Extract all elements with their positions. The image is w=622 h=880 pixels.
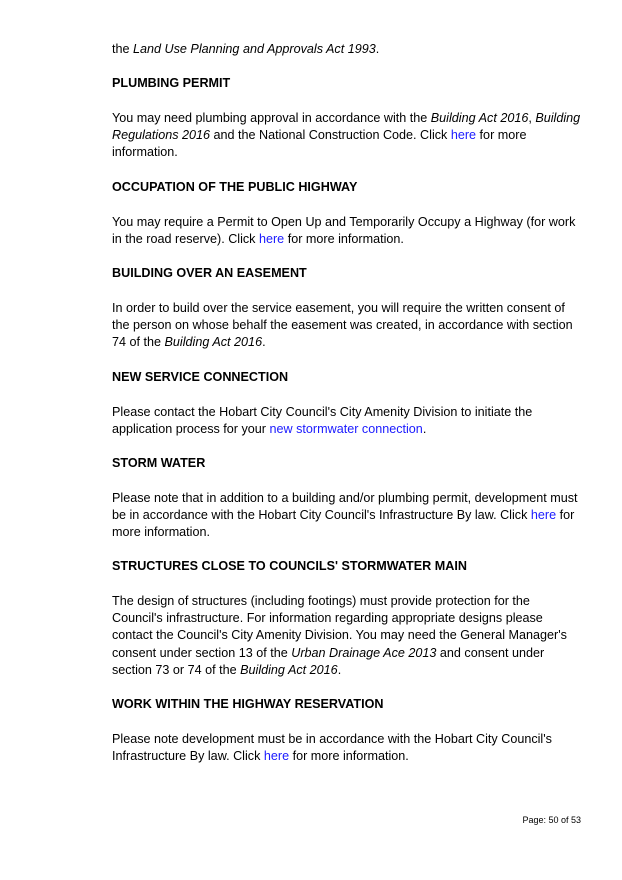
- heading-highway-reservation: WORK WITHIN THE HIGHWAY RESERVATION: [112, 697, 384, 711]
- highway-here-link[interactable]: here: [263, 749, 290, 764]
- heading-structures-stormwater-main: STRUCTURES CLOSE TO COUNCILS' STORMWATER MAIN: [112, 559, 467, 573]
- heading-occupation-highway: OCCUPATION OF THE PUBLIC HIGHWAY: [112, 180, 358, 194]
- stormwater-here-link[interactable]: here: [530, 508, 557, 523]
- easement-paragraph: In order to build over the service easement, you will require the written consent of the person on whose behalf the easement was created, in accordance with section 74 of the Building Act 2016.: [112, 301, 573, 350]
- intro-paragraph: the Land Use Planning and Approvals Act 1993.: [112, 42, 380, 56]
- page-number: Page: 50 of 53: [522, 815, 581, 825]
- plumbing-here-link[interactable]: here: [450, 128, 477, 143]
- heading-new-service-connection: NEW SERVICE CONNECTION: [112, 370, 289, 384]
- highway-paragraph: Please note development must be in accordance with the Hobart City Council's Infrastructure By law. Click here for more information.: [112, 732, 552, 764]
- heading-building-easement: BUILDING OVER AN EASEMENT: [112, 266, 307, 280]
- structures-paragraph: The design of structures (including footings) must provide protection for the Council's infrastructure. For information regarding appropriate designs please contact the Council's City Amenity Division. You may need the General Manager's consent under section 13 of the Urban Drainage Ace 2013 and consent under section 73 or 74 of the Building Act 2016.: [112, 594, 567, 677]
- stormwater-connection-link[interactable]: new stormwater connection: [269, 422, 423, 437]
- heading-plumbing-permit: PLUMBING PERMIT: [112, 76, 231, 90]
- stormwater-paragraph: Please note that in addition to a building and/or plumbing permit, development must be in accordance with the Hobart City Council's Infrastructure By law. Click here for more information.: [112, 491, 578, 540]
- occupation-here-link[interactable]: here: [258, 232, 285, 247]
- act-name: Land Use Planning and Approvals Act 1993: [133, 42, 376, 56]
- connection-paragraph: Please contact the Hobart City Council's City Amenity Division to initiate the application process for your new stormwater connection.: [112, 405, 533, 437]
- plumbing-paragraph: You may need plumbing approval in accordance with the Building Act 2016, Building Regulations 2016 and the National Construction Code. Click here for more information.: [112, 111, 581, 160]
- occupation-paragraph: You may require a Permit to Open Up and Temporarily Occupy a Highway (for work in the road reserve). Click here for more information.: [112, 215, 576, 247]
- heading-storm-water: STORM WATER: [112, 456, 206, 470]
